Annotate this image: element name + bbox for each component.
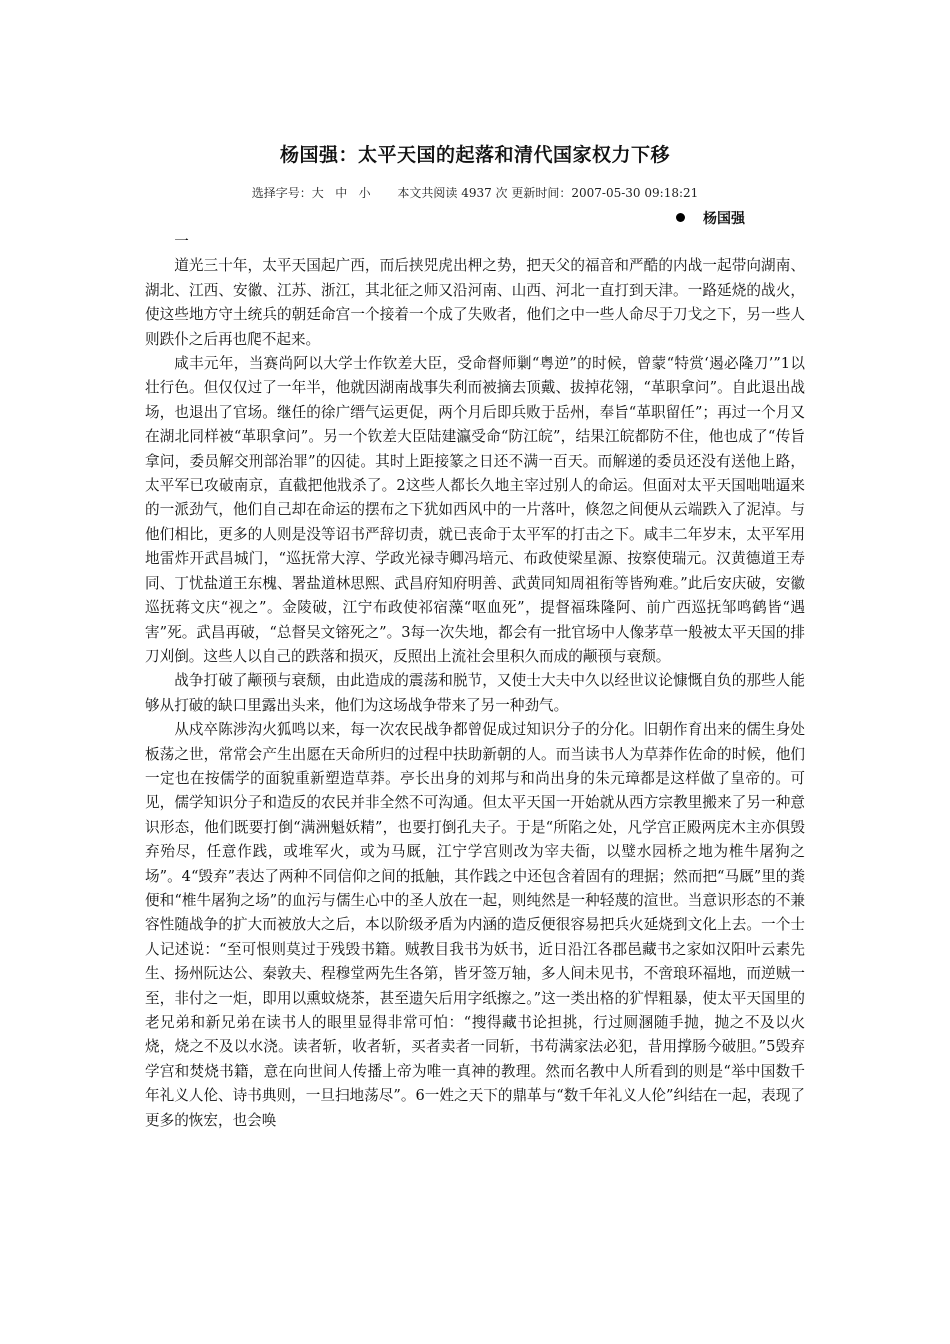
font-size-small-link[interactable]: 小 <box>358 186 371 200</box>
article-title: 杨国强：太平天国的起落和清代国家权力下移 <box>279 144 670 166</box>
paragraph: 从戍卒陈涉沟火狐鸣以来，每一次农民战争都曾促成过知识分子的分化。旧朝作育出来的儒生身处板荡之世，常常会产生出愿在天命所归的过程中扶助新朝的人。而当读书人为草莽作佐命的时候，他们一定也在按儒学的面貌重新塑造草莽。亭长出身的刘邦与和尚出身的朱元璋都是这样做了皇帝的。可见，儒学知识分子和造反的农民并非全然不可沟通。但太平天国一开始就从西方宗教里搬来了另一种意识形态，他们既要打倒“满洲魁妖精”，也要打倒孔夫子。于是“所陷之处，凡学宫正殿两庑木主亦俱毁弃殆尽，任意作践，或堆军火，或为马厩，江宁学宫则改为宰夫衙，以璧水园桥之地为椎牛屠狗之场”。4“毁弃”表达了两种不同信仰之间的抵触，其作践之中还包含着固有的理据；然而把“马厩”里的粪便和“椎牛屠狗之场”的血污与儒生心中的圣人放在一起，则纯然是一种轻蔑的渲世。当意识形态的不兼容性随战争的扩大而被放大之后，本以阶级矛盾为内涵的造反便很容易把兵火延烧到文化上去。一个士人记述说：“至可恨则莫过于残毁书籍。贼教目我书为妖书，近日沿江各郡邑藏书之家如汉阳叶云素先生、扬州阮达公、秦敦夫、程穆堂两先生各第，皆牙签万轴，多人间未见书，不啻琅环福地，而逆贼一至，非付之一炬，即用以熏蚊烧茶，甚至遗矢后用字纸擦之。”这一类出格的犷悍粗暴，使太平天国里的老兄弟和新兄弟在读书人的眼里显得非常可怕：“搜得藏书论担挑，行过厕溷随手抛，抛之不及以火烧，烧之不及以水浇。读者斩，收者斩，买者卖者一同斩，书苟满家法必犯，昔用撑肠今破胆。”5毁弃学宫和焚烧书籍，意在向世间人传播上帝为唯一真神的教理。然而名教中人所看到的则是“举中国数千年礼义人伦、诗书典则，一旦扫地荡尽”。6一姓之天下的鼎革与“数千年礼义人伦”纠结在一起，表现了更多的恢宏，也会唤 <box>145 721 805 1129</box>
paragraph: 道光三十年，太平天国起广西，而后挟兕虎出柙之势，把天父的福音和严酷的内战一起带向湖南、湖北、江西、安徽、江苏、浙江，其北征之师又沿河南、山西、河北一直打到天津。一路延烧的战火，使这些地方守土统兵的朝廷命宫一个接着一个成了失败者，他们之中一些人命尽于刀戈之下，另一些人则跌仆之后再也爬不起来。 <box>145 257 805 348</box>
bullet-icon <box>676 213 685 222</box>
read-count-and-update-time: 本文共阅读 4937 次 更新时间：2007-05-30 09:18:21 <box>397 186 699 200</box>
font-size-large-link[interactable]: 大 <box>311 186 324 200</box>
article-body <box>145 230 805 1133</box>
font-size-medium-link[interactable]: 中 <box>335 186 348 200</box>
section-marker: 一 <box>174 233 189 250</box>
author-line <box>676 208 745 228</box>
paragraph: 战争打破了颟顸与衰颓，由此造成的震荡和脱节，又使士大夫中久以经世议论慷慨自负的那些人能够从打破的缺口里露出头来，他们为这场战争带来了另一种劲气。 <box>145 672 805 714</box>
font-size-label: 选择字号： <box>251 186 312 200</box>
paragraph: 咸丰元年，当赛尚阿以大学士作钦差大臣，受命督师剿“粤逆”的时候，曾蒙“特赏‘遏必隆刀’”1以壮行色。但仅仅过了一年半，他就因湖南战事失利而被摘去顶戴、拔掉花翎，“革职拿问”。自此退出战场，也退出了官场。继任的徐广缙气运更促，两个月后即兵败于岳州，奉旨“革职留任”；再过一个月又在湖北同样被“革职拿问”。另一个钦差大臣陆建瀛受命“防江皖”，结果江皖都防不住，他也成了“传旨拿问，委员解交刑部治罪”的囚徒。其时上距接篆之日还不满一百天。而解递的委员还没有送他上路，太平军已攻破南京，直截把他戕杀了。2这些人都长久地主宰过别人的命运。但面对太平天国咄咄逼来的一派劲气，他们自己却在命运的摆布之下犹如西风中的一片落叶，倏忽之间便从云端跌入了泥淖。与他们相比，更多的人则是没等诏书严辞切责，就已丧命于太平军的打击之下。咸丰二年岁末，太平军用地雷炸开武昌城门，“巡抚常大淳、学政光禄寺卿冯培元、布政使梁星源、按察使瑞元。汉黄德道王寿同、丁忧盐道王东槐、署盐道林思熙、武昌府知府明善、武黄同知周祖衔等皆殉难。”此后安庆破，安徽巡抚蒋文庆“视之”。金陵破，江宁布政使祁宿藻“呕血死”，提督福珠隆阿、前广西巡抚邹鸣鹤皆“遇害”死。武昌再破，“总督吴文镕死之”。3每一次失地，都会有一批官场中人像茅草一般被太平天国的排刀刈倒。这些人以自己的跌落和损灭，反照出上流社会里积久而成的颟顸与衰颓。 <box>145 355 805 665</box>
author-name: 杨国强 <box>703 211 745 227</box>
article-meta <box>0 184 950 201</box>
